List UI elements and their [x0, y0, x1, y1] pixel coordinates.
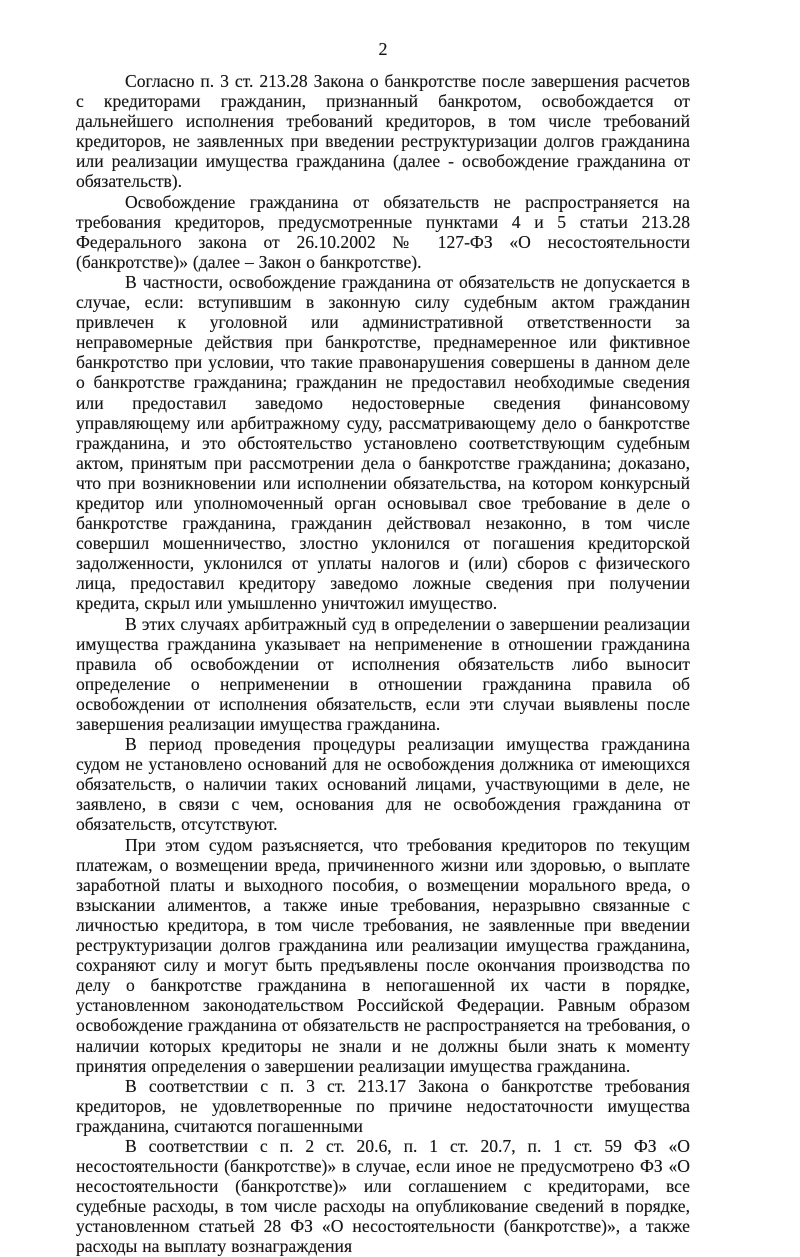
paragraph: В соответствии с п. 3 ст. 213.17 Закона о банкротстве требования кредиторов, не удовлетворенные по причине недостаточности имущества гражданина, считаются погашенными: [76, 1075, 690, 1136]
paragraph: В соответствии с п. 2 ст. 20.6, п. 1 ст. 20.7, п. 1 ст. 59 ФЗ «О несостоятельности (банкротстве)» в случае, если иное не предусмотрено ФЗ «О несостоятельности (банкротстве)» или соглашением с кредиторами, все судебные расходы, в том числе расходы на опубликование сведений в порядке, установленном статьей 28 ФЗ «О несостоятельности (банкротстве)», а также расходы на выплату вознаграждения: [76, 1135, 690, 1257]
document-body: [76, 71, 690, 1257]
paragraph: В период проведения процедуры реализации имущества гражданина судом не установлено оснований для не освобождения должника от имеющихся обязательств, о наличии таких оснований лицами, участвующими в деле, не заявлено, в связи с чем, основания для не освобождения гражданина от обязательств, отсутствуют.: [76, 734, 690, 835]
page-number: 2: [378, 39, 388, 59]
paragraph: В частности, освобождение гражданина от обязательств не допускается в случае, если: вступившим в законную силу судебным актом гражданин привлечен к уголовной или административной ответственности за неправомерные действия при банкротстве, преднамеренное или фиктивное банкротство при условии, что такие правонарушения совершены в данном деле о банкротстве гражданина; гражданин не предоставил необходимые сведения или предоставил заведомо недостоверные сведения финансовому управляющему или арбитражному суду, рассматривающему дело о банкротстве гражданина, и это обстоятельство установлено соответствующим судебным актом, принятым при рассмотрении дела о банкротстве гражданина; доказано, что при возникновении или исполнении обязательства, на котором конкурсный кредитор или уполномоченный орган основывал свое требование в деле о банкротстве гражданина, гражданин действовал незаконно, в том числе совершил мошенничество, злостно уклонился от погашения кредиторской задолженности, уклонился от уплаты налогов и (или) сборов с физического лица, предоставил кредитору заведомо ложные сведения при получении кредита, скрыл или умышленно уничтожил имущество.: [76, 271, 690, 614]
paragraph: При этом судом разъясняется, что требования кредиторов по текущим платежам, о возмещении вреда, причиненного жизни или здоровью, о выплате заработной платы и выходного пособия, о возмещении морального вреда, о взыскании алиментов, а также иные требования, неразрывно связанные с личностью кредитора, в том числе требования, не заявленные при введении реструктуризации долгов гражданина или реализации имущества гражданина, сохраняют силу и могут быть предъявлены после окончания производства по делу о банкротстве гражданина в непогашенной их части в порядке, установленном законодательством Российской Федерации. Равным образом освобождение гражданина от обязательств не распространяется на требования, о наличии которых кредиторы не знали и не должны были знать к моменту принятия определения о завершении реализации имущества гражданина.: [76, 834, 690, 1076]
paragraph: В этих случаях арбитражный суд в определении о завершении реализации имущества гражданина указывает на неприменение в отношении гражданина правила об освобождении от исполнения обязательств либо выносит определение о неприменении в отношении гражданина правила об освобождении от исполнения обязательств, если эти случаи выявлены после завершения реализации имущества гражданина.: [76, 613, 690, 734]
paragraph: Освобождение гражданина от обязательств не распространяется на требования кредиторов, предусмотренные пунктами 4 и 5 статьи 213.28 Федерального закона от 26.10.2002 № 127-ФЗ «О несостоятельности (банкротстве)» (далее – Закон о банкротстве).: [76, 191, 690, 272]
paragraph: Согласно п. 3 ст. 213.28 Закона о банкротстве после завершения расчетов с кредиторами гражданин, признанный банкротом, освобождается от дальнейшего исполнения требований кредиторов, в том числе требований кредиторов, не заявленных при введении реструктуризации долгов гражданина или реализации имущества гражданина (далее - освобождение гражданина от обязательств).: [76, 71, 690, 192]
